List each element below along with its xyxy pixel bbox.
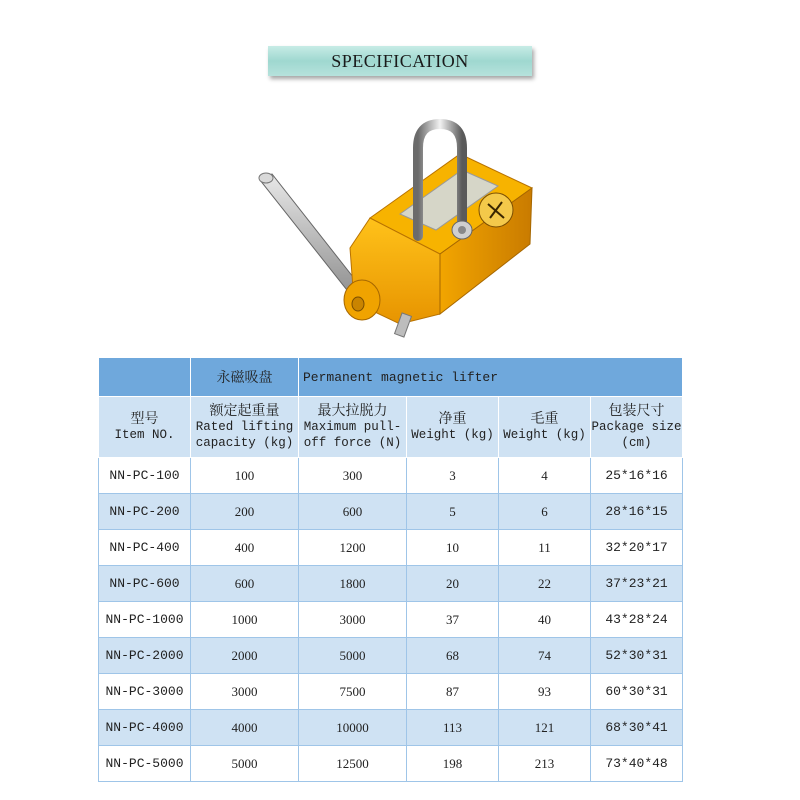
cell-package-size: 43*28*24 [591,602,683,638]
specification-table [98,357,683,782]
table-title-zh: 永磁吸盘 [191,358,299,397]
table-title-en: Permanent magnetic lifter [299,358,683,397]
cell-gross-weight: 4 [499,458,591,494]
cell-gross-weight: 6 [499,494,591,530]
cell-net-weight: 198 [407,746,499,782]
title-blank [99,358,191,397]
cell-max-pull-off: 12500 [299,746,407,782]
cell-package-size: 37*23*21 [591,566,683,602]
header-max-pull-off: 最大拉脱力 Maximum pull-off force (N) [299,397,407,458]
cell-package-size: 32*20*17 [591,530,683,566]
cell-gross-weight: 213 [499,746,591,782]
cell-rated-capacity: 4000 [191,710,299,746]
cell-item-no: NN-PC-2000 [99,638,191,674]
table-row [99,458,683,494]
cell-package-size: 25*16*16 [591,458,683,494]
cell-net-weight: 20 [407,566,499,602]
cell-net-weight: 113 [407,710,499,746]
cell-net-weight: 37 [407,602,499,638]
header-gross-weight: 毛重 Weight (kg) [499,397,591,458]
cell-rated-capacity: 1000 [191,602,299,638]
cell-package-size: 28*16*15 [591,494,683,530]
cell-max-pull-off: 1200 [299,530,407,566]
cell-max-pull-off: 300 [299,458,407,494]
cell-rated-capacity: 200 [191,494,299,530]
header-item-no: 型号 Item NO. [99,397,191,458]
header-net-weight: 净重 Weight (kg) [407,397,499,458]
cell-item-no: NN-PC-3000 [99,674,191,710]
cell-max-pull-off: 1800 [299,566,407,602]
cell-gross-weight: 11 [499,530,591,566]
cell-max-pull-off: 7500 [299,674,407,710]
cell-package-size: 68*30*41 [591,710,683,746]
cell-item-no: NN-PC-5000 [99,746,191,782]
cell-gross-weight: 40 [499,602,591,638]
cell-rated-capacity: 5000 [191,746,299,782]
cell-item-no: NN-PC-600 [99,566,191,602]
cell-net-weight: 68 [407,638,499,674]
cell-gross-weight: 74 [499,638,591,674]
specification-banner [268,46,532,76]
cell-item-no: NN-PC-400 [99,530,191,566]
cell-net-weight: 10 [407,530,499,566]
cell-gross-weight: 22 [499,566,591,602]
cell-rated-capacity: 3000 [191,674,299,710]
cell-item-no: NN-PC-4000 [99,710,191,746]
table-header-row [99,397,683,458]
cell-item-no: NN-PC-100 [99,458,191,494]
cell-max-pull-off: 5000 [299,638,407,674]
cell-item-no: NN-PC-1000 [99,602,191,638]
table-row [99,638,683,674]
banner-title: SPECIFICATION [331,50,469,71]
table-row [99,746,683,782]
table-row [99,494,683,530]
header-package-size: 包装尺寸 Package size (cm) [591,397,683,458]
table-row [99,710,683,746]
cell-max-pull-off: 600 [299,494,407,530]
cell-net-weight: 3 [407,458,499,494]
cell-package-size: 73*40*48 [591,746,683,782]
cell-max-pull-off: 10000 [299,710,407,746]
cell-rated-capacity: 2000 [191,638,299,674]
cell-item-no: NN-PC-200 [99,494,191,530]
table-row [99,674,683,710]
magnetic-lifter-photo-icon [250,118,550,350]
cell-net-weight: 5 [407,494,499,530]
cell-rated-capacity: 600 [191,566,299,602]
cell-rated-capacity: 400 [191,530,299,566]
table-row [99,566,683,602]
cell-net-weight: 87 [407,674,499,710]
cell-package-size: 52*30*31 [591,638,683,674]
cell-package-size: 60*30*31 [591,674,683,710]
header-rated-capacity: 额定起重量 Rated lifting capacity (kg) [191,397,299,458]
cell-gross-weight: 93 [499,674,591,710]
table-row [99,530,683,566]
table-title-row [99,358,683,397]
cell-gross-weight: 121 [499,710,591,746]
cell-rated-capacity: 100 [191,458,299,494]
table-row [99,602,683,638]
cell-max-pull-off: 3000 [299,602,407,638]
